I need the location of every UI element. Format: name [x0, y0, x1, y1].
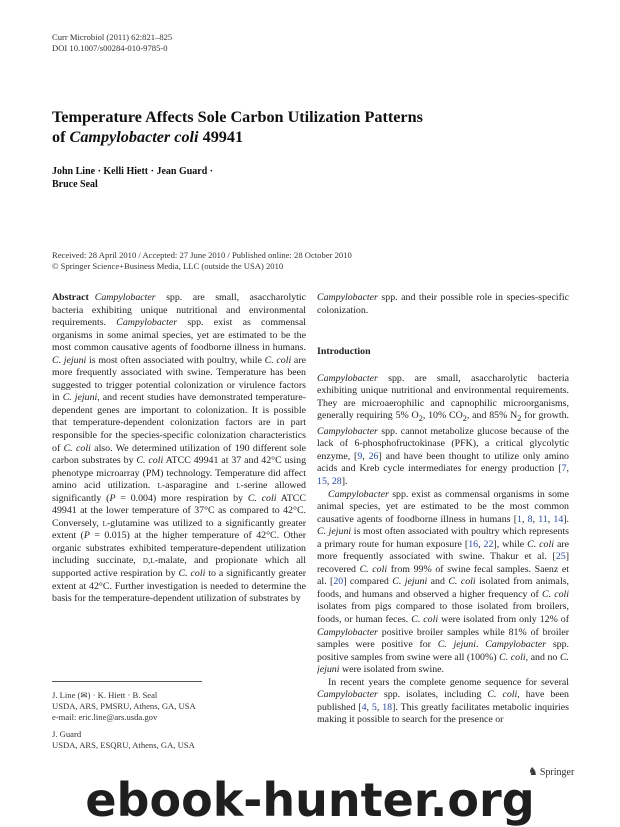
affiliation-email: e-mail: eric.line@ars.usda.gov [52, 712, 158, 722]
abstract-paragraph [52, 292, 306, 606]
author-list [52, 165, 213, 191]
affiliation-line-1: J. Line (✉) · K. Hiett · B. Seal [52, 690, 158, 700]
affiliations [52, 690, 196, 751]
watermark: ebook-hunter.org [85, 773, 535, 827]
introduction-heading: Introduction [317, 346, 371, 358]
title-species: Campylobacter coli [69, 128, 199, 146]
abstract-continuation: Campylobacter spp. and their possible role in species-specific colonization. [317, 292, 569, 316]
right-column [317, 292, 569, 760]
title-prefix: of [52, 128, 70, 146]
title-line-1: Temperature Affects Sole Carbon Utilization Patterns [52, 108, 423, 126]
left-column [52, 292, 306, 672]
authors-line-1: John Line · Kelli Hiett · Jean Guard · [52, 166, 214, 177]
title-line-2 [52, 127, 522, 147]
intro-paragraph-2: Campylobacter spp. exist as commensal organisms in some animal species, yet are estimated to be the most common causative agents of foodborne illness in humans [1, 8, 11, 14]. C. jejuni is most often associated with poultry which represents a primary route for human exposure [16, 22], while C. coli are more frequently associated with swine. Thakur et al. [25] recovered C. coli from 99% of swine fecal samples. Saenz et al. [20] compared C. jejuni and C. coli isolated from animals, foods, and humans and observed a higher frequency of C. coli isolates from pigs compared to those isolated from broilers, foods, or human feces. C. coli were isolated from only 12% of Campylobacter positive broiler samples while 81% of broiler samples were positive for C. jejuni. Campylobacter spp. positive samples from swine were all (100%) C. coli, and no C. jejuni were isolated from swine. [317, 488, 569, 676]
intro-paragraph-3: In recent years the complete genome sequence for several Campylobacter spp. isolates, including C. coli, have been published [4, 5, 18]. This greatly facilitates metabolic inquiries making it possible to search for the presence or [317, 676, 569, 726]
springer-knight-icon: ♞ [528, 766, 538, 778]
abstract-label: Abstract [52, 292, 89, 303]
footnote-rule [52, 681, 202, 682]
abstract-body: Campylobacter spp. are small, asaccharolytic bacteria exhibiting unique nutritional and environmental requirements. Campylobacter spp. exist as commensal organisms in some animal species, yet are estimated to be the most common causative agents of foodborne illness in humans. C. jejuni is most often associated with poultry, while C. coli are more frequently associated with swine. Temperature has been suggested to trigger potential colonization or virulence factors in C. jejuni, and recent studies have demonstrated temperature-dependent genes are important to colonization. It is possible that temperature-dependent colonization factors are in part responsible for the species-specific colonization characteristics of C. coli also. We determined utilization of 190 different sole carbon substrates by C. coli ATCC 49941 at 37 and 42°C using phenotype microarray (PM) technology. Temperature did affect amino acid utilization. l-asparagine and l-serine allowed significantly (P = 0.004) more respiration by C. coli ATCC 49941 at the lower temperature of 37°C as compared to 42°C. Conversely, l-glutamine was utilized to a significantly greater extent (P = 0.015) at the higher temperature of 42°C. Other organic substrates exhibited temperature-dependent utilization including succinate, d,l-malate, and propionate which all supported active respiration by C. coli to a significantly greater extent at 42°C. Further investigation is needed to determine the basis for the temperature-dependent utilization of substrates by [52, 292, 306, 605]
title-strain: 49941 [198, 128, 244, 146]
journal-header [52, 32, 172, 54]
article-title [52, 107, 522, 147]
affiliation-line-5: USDA, ARS, ESQRU, Athens, GA, USA [52, 740, 195, 750]
copyright: © Springer Science+Business Media, LLC (outside the USA) 2010 [52, 261, 284, 271]
journal-citation: Curr Microbiol (2011) 62:821–825 [52, 32, 173, 42]
authors-line-2: Bruce Seal [52, 179, 98, 190]
history-dates: Received: 28 April 2010 / Accepted: 27 June 2010 / Published online: 28 October 2010 [52, 250, 352, 260]
journal-doi: DOI 10.1007/s00284-010-9785-0 [52, 43, 168, 53]
publisher-name: Springer [539, 767, 575, 778]
intro-paragraph-1: Campylobacter spp. are small, asaccharolytic bacteria exhibiting unique nutritional and environmental requirements. They are microaerophilic and capnophilic microorganisms, generally requiring 5% $O_2$, 10% $CO_2$, and 85% $N_2$ for growth. Campylobacter spp. cannot metabolize glucose because of the lack of 6-phosphofructokinase (PFK), a critical glycolytic enzyme, [9, 26] and have been thought to utilize only amino acids and Kreb cycle intermediates for energy production [7, 15, 28]. [317, 372, 569, 487]
affiliation-line-4: J. Guard [52, 729, 82, 739]
affiliation-line-2: USDA, ARS, PMSRU, Athens, GA, USA [52, 701, 196, 711]
publication-dates [52, 250, 352, 272]
